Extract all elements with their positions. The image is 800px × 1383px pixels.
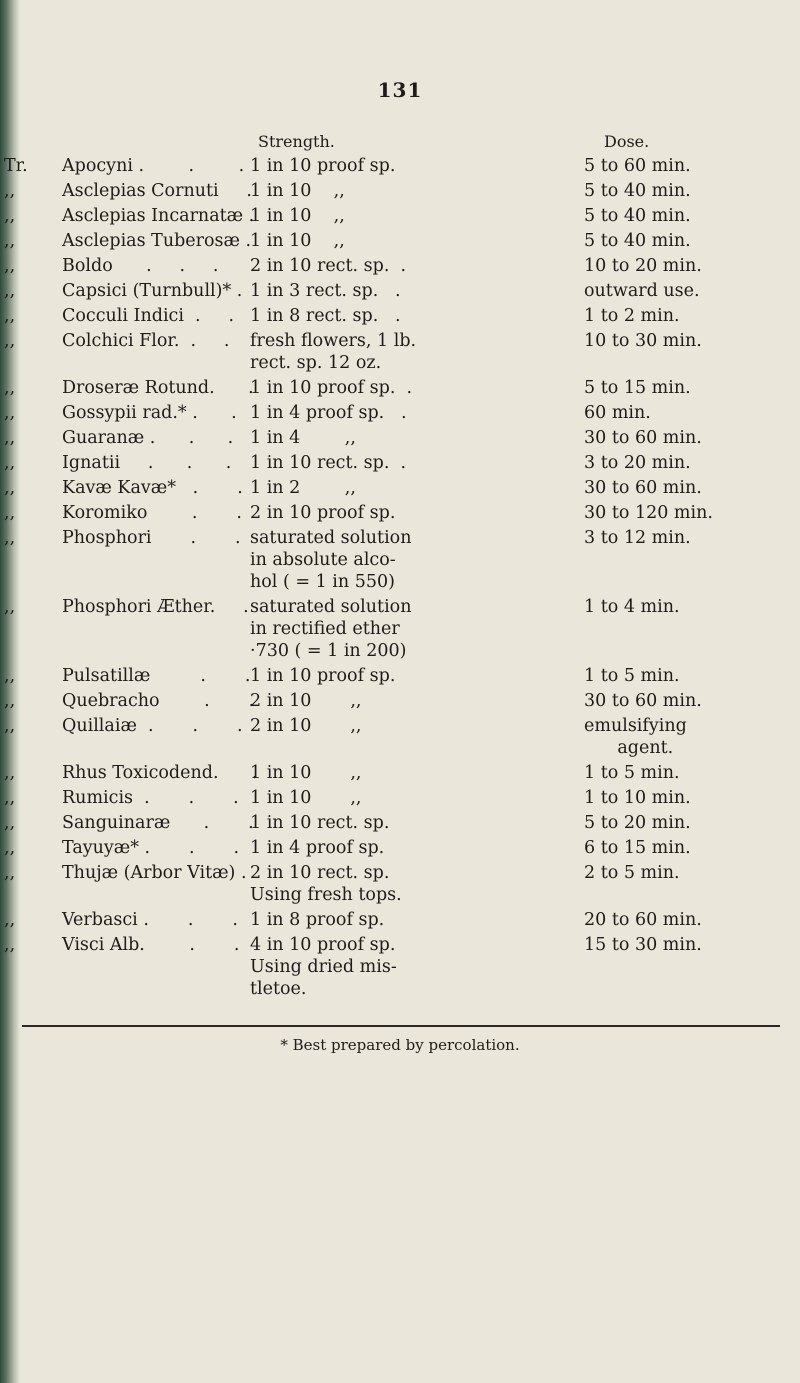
- tincture-name: Verbasci . . .: [62, 910, 238, 930]
- table-row: [0, 305, 800, 330]
- row-prefix: ,,: [4, 453, 16, 473]
- tincture-name: Cocculi Indici . .: [62, 306, 235, 326]
- strength-value: 1 in 10 rect. sp.: [250, 813, 390, 833]
- strength-value: in absolute alco-: [250, 550, 396, 570]
- tincture-table: [0, 155, 800, 1003]
- strength-value: hol ( = 1 in 550): [250, 572, 395, 592]
- row-prefix: ,,: [4, 691, 16, 711]
- table-row: [0, 837, 800, 862]
- row-prefix: ,,: [4, 478, 16, 498]
- table-row: [0, 715, 800, 762]
- tincture-name: Boldo . . .: [62, 256, 219, 276]
- tincture-name: Quebracho . .: [62, 691, 255, 711]
- table-row: [0, 690, 800, 715]
- tincture-name: Ignatii . . .: [62, 453, 232, 473]
- strength-value: 1 in 10 proof sp. .: [250, 378, 413, 398]
- dose-value: 30 to 120 min.: [584, 503, 713, 523]
- strength-value: 1 in 4 proof sp. .: [250, 403, 407, 423]
- row-prefix: ,,: [4, 378, 16, 398]
- row-prefix: ,,: [4, 863, 16, 883]
- row-prefix: ,,: [4, 528, 16, 548]
- strength-value: Using fresh tops.: [250, 885, 402, 905]
- tincture-name: Apocyni . . .: [62, 156, 245, 176]
- strength-column-header: Strength.: [258, 132, 335, 151]
- row-prefix: ,,: [4, 306, 16, 326]
- table-row: [0, 762, 800, 787]
- strength-value: 1 in 4 ,,: [250, 428, 356, 448]
- strength-value: tletoe.: [250, 979, 307, 999]
- row-prefix: ,,: [4, 666, 16, 686]
- tincture-name: Thujæ (Arbor Vitæ) .: [62, 863, 247, 883]
- dose-value: 5 to 60 min.: [584, 156, 691, 176]
- tincture-name: Visci Alb. . .: [62, 935, 240, 955]
- row-prefix: ,,: [4, 813, 16, 833]
- row-prefix: ,,: [4, 935, 16, 955]
- footnote: * Best prepared by percolation.: [280, 1036, 520, 1054]
- footnote-divider: [22, 1025, 780, 1027]
- strength-value: 2 in 10 ,,: [250, 716, 362, 736]
- strength-value: 1 in 10 proof sp.: [250, 156, 396, 176]
- row-prefix: Tr.: [4, 156, 28, 176]
- row-prefix: ,,: [4, 281, 16, 301]
- table-row: [0, 255, 800, 280]
- tincture-name: Asclepias Tuberosæ .: [62, 231, 252, 251]
- table-row: [0, 862, 800, 909]
- strength-value: fresh flowers, 1 lb.: [250, 331, 417, 351]
- dose-value: 5 to 40 min.: [584, 231, 691, 251]
- tincture-name: Quillaiæ . . .: [62, 716, 243, 736]
- dose-value: 60 min.: [584, 403, 651, 423]
- strength-value: 1 in 10 ,,: [250, 231, 345, 251]
- table-row: [0, 155, 800, 180]
- row-prefix: ,,: [4, 788, 16, 808]
- table-row: [0, 527, 800, 596]
- strength-value: ·730 ( = 1 in 200): [250, 641, 407, 661]
- dose-value: outward use.: [584, 281, 700, 301]
- dose-value: 1 to 2 min.: [584, 306, 680, 326]
- row-prefix: ,,: [4, 331, 16, 351]
- row-prefix: ,,: [4, 428, 16, 448]
- table-row: [0, 180, 800, 205]
- strength-value: 1 in 4 proof sp.: [250, 838, 385, 858]
- dose-value: 1 to 5 min.: [584, 666, 680, 686]
- row-prefix: ,,: [4, 206, 16, 226]
- tincture-name: Kavæ Kavæ* . .: [62, 478, 243, 498]
- strength-value: 1 in 10 ,,: [250, 763, 362, 783]
- dose-value: 1 to 5 min.: [584, 763, 680, 783]
- dose-value: 30 to 60 min.: [584, 478, 702, 498]
- row-prefix: ,,: [4, 838, 16, 858]
- strength-value: 2 in 10 ,,: [250, 691, 362, 711]
- table-row: [0, 909, 800, 934]
- dose-value: 15 to 30 min.: [584, 935, 702, 955]
- dose-value: 2 to 5 min.: [584, 863, 680, 883]
- dose-value: 20 to 60 min.: [584, 910, 702, 930]
- dose-value: 3 to 12 min.: [584, 528, 691, 548]
- strength-value: 1 in 8 rect. sp. .: [250, 306, 401, 326]
- tincture-name: Guaranæ . . .: [62, 428, 234, 448]
- dose-value: 5 to 40 min.: [584, 206, 691, 226]
- table-row: [0, 502, 800, 527]
- dose-value: 30 to 60 min.: [584, 428, 702, 448]
- tincture-name: Capsici (Turnbull)* .: [62, 281, 243, 301]
- strength-value: 1 in 2 ,,: [250, 478, 356, 498]
- tincture-name: Pulsatillæ . .: [62, 666, 251, 686]
- dose-value: 30 to 60 min.: [584, 691, 702, 711]
- dose-value: 10 to 20 min.: [584, 256, 702, 276]
- dose-column-header: Dose.: [604, 132, 650, 151]
- row-prefix: ,,: [4, 503, 16, 523]
- strength-value: 1 in 10 rect. sp. .: [250, 453, 407, 473]
- strength-value: saturated solution: [250, 528, 412, 548]
- row-prefix: ,,: [4, 181, 16, 201]
- table-row: [0, 477, 800, 502]
- tincture-name: Tayuyæ* . . .: [62, 838, 240, 858]
- table-row: [0, 280, 800, 305]
- strength-value: 1 in 10 ,,: [250, 788, 362, 808]
- dose-value: 5 to 15 min.: [584, 378, 691, 398]
- tincture-name: Droseræ Rotund. .: [62, 378, 254, 398]
- strength-value: Using dried mis-: [250, 957, 397, 977]
- strength-value: 2 in 10 rect. sp.: [250, 863, 390, 883]
- table-row: [0, 330, 800, 377]
- dose-value: 5 to 20 min.: [584, 813, 691, 833]
- row-prefix: ,,: [4, 910, 16, 930]
- dose-value: 5 to 40 min.: [584, 181, 691, 201]
- dose-value: agent.: [584, 738, 674, 758]
- table-row: [0, 205, 800, 230]
- row-prefix: ,,: [4, 256, 16, 276]
- page-number: 131: [377, 78, 423, 102]
- dose-value: emulsifying: [584, 716, 687, 736]
- table-row: [0, 402, 800, 427]
- strength-value: saturated solution: [250, 597, 412, 617]
- table-row: [0, 665, 800, 690]
- tincture-name: Asclepias Cornuti .: [62, 181, 252, 201]
- row-prefix: ,,: [4, 231, 16, 251]
- table-row: [0, 596, 800, 665]
- table-row: [0, 377, 800, 402]
- tincture-name: Rumicis . . .: [62, 788, 239, 808]
- table-row: [0, 427, 800, 452]
- tincture-name: Colchici Flor. . .: [62, 331, 230, 351]
- strength-value: 2 in 10 proof sp.: [250, 503, 396, 523]
- dose-value: 6 to 15 min.: [584, 838, 691, 858]
- strength-value: in rectified ether: [250, 619, 400, 639]
- strength-value: 4 in 10 proof sp.: [250, 935, 396, 955]
- strength-value: 1 in 10 ,,: [250, 206, 345, 226]
- strength-value: 2 in 10 rect. sp. .: [250, 256, 407, 276]
- tincture-name: Phosphori Æther. .: [62, 597, 249, 617]
- dose-value: 10 to 30 min.: [584, 331, 702, 351]
- tincture-name: Koromiko . .: [62, 503, 242, 523]
- tincture-name: Phosphori . .: [62, 528, 241, 548]
- tincture-name: Rhus Toxicodend. .: [62, 763, 258, 783]
- strength-value: 1 in 3 rect. sp. .: [250, 281, 401, 301]
- tincture-name: Asclepias Incarnatæ .: [62, 206, 255, 226]
- dose-value: 3 to 20 min.: [584, 453, 691, 473]
- tincture-name: Gossypii rad.* . .: [62, 403, 237, 423]
- dose-value: 1 to 4 min.: [584, 597, 680, 617]
- strength-value: 1 in 10 proof sp.: [250, 666, 396, 686]
- strength-value: 1 in 8 proof sp.: [250, 910, 385, 930]
- tincture-name: Sanguinaræ . .: [62, 813, 254, 833]
- row-prefix: ,,: [4, 403, 16, 423]
- table-row: [0, 787, 800, 812]
- dose-value: 1 to 10 min.: [584, 788, 691, 808]
- row-prefix: ,,: [4, 597, 16, 617]
- table-row: [0, 230, 800, 255]
- table-row: [0, 812, 800, 837]
- strength-value: rect. sp. 12 oz.: [250, 353, 382, 373]
- table-row: [0, 934, 800, 1003]
- strength-value: 1 in 10 ,,: [250, 181, 345, 201]
- row-prefix: ,,: [4, 763, 16, 783]
- row-prefix: ,,: [4, 716, 16, 736]
- table-row: [0, 452, 800, 477]
